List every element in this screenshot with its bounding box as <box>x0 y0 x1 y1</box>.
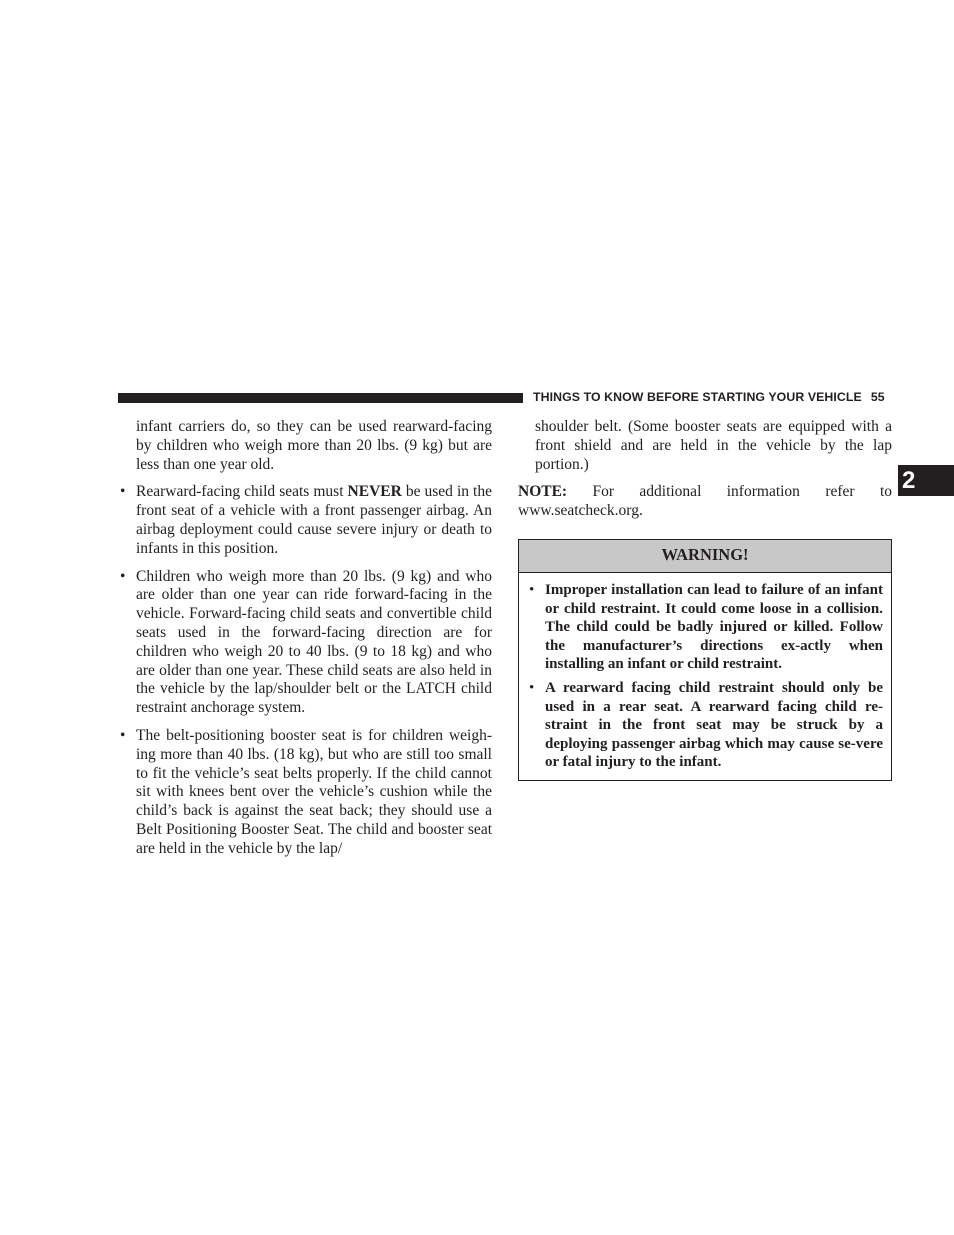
note-text: For additional information refer to www.seatcheck.org. <box>518 483 892 520</box>
header-rule <box>118 393 523 403</box>
note-label: NOTE: <box>518 483 568 501</box>
note-paragraph <box>518 483 892 521</box>
left-column <box>118 418 492 868</box>
warning-item-installation: • Improper installation can lead to failure of an infant or child restraint. It could come loose in a collision. The child could be badly injured or killed. Follow the manufacturer’s directions ex-actly when installing an infant or child restraint. <box>527 581 883 674</box>
bullet-text: be used in the front seat of a vehicle with a front passenger airbag. An airbag deployment could cause severe injury or death to infants in this position. <box>136 483 492 557</box>
emphasis-never: NEVER <box>347 483 402 501</box>
section-title: THINGS TO KNOW BEFORE STARTING YOUR VEHICLE <box>533 390 862 404</box>
continuation-paragraph: shoulder belt. (Some booster seats are equipped with a front shield and are held in the vehicle by the lap portion.) <box>535 418 892 473</box>
warning-title: WARNING! <box>519 540 891 573</box>
page-number: 55 <box>870 390 885 404</box>
warning-box <box>518 539 892 781</box>
running-header <box>533 390 893 404</box>
bullet-list <box>118 483 492 858</box>
bullet-rearward <box>118 483 492 558</box>
bullet-text: Rearward-facing child seats must <box>136 483 348 501</box>
right-column <box>518 418 892 521</box>
warning-list <box>519 573 891 772</box>
chapter-tab: 2 <box>898 465 954 496</box>
bullet-booster: • The belt-positioning booster seat is for children weigh-ing more than 40 lbs. (18 kg), but who are still too small to fit the vehicle’s seat belts properly. If the child cannot sit with knees bent over the vehicle’s cushion while the child’s back is against the seat back; they should use a Belt Positioning Booster Seat. The child and booster seat are held in the vehicle by the lap/ <box>118 727 492 859</box>
lead-paragraph: infant carriers do, so they can be used rearward-facing by children who weigh more than 20 lbs. (9 kg) but are less than one year old. <box>136 418 492 473</box>
bullet-forward: • Children who weigh more than 20 lbs. (9 kg) and who are older than one year can ride forward-facing in the vehicle. Forward-facing child seats and convertible child seats used in the forward-facing direction are for children who weigh 20 to 40 lbs. (9 to 18 kg) and who are older than one year. These child seats are also held in the vehicle by the lap/shoulder belt or the LATCH child restraint anchorage system. <box>118 568 492 718</box>
warning-item-rear-seat: • A rearward facing child restraint should only be used in a rear seat. A rearward facing child re-straint in the front seat may be struck by a deploying passenger airbag which may cause se-vere or fatal injury to the infant. <box>527 679 883 772</box>
